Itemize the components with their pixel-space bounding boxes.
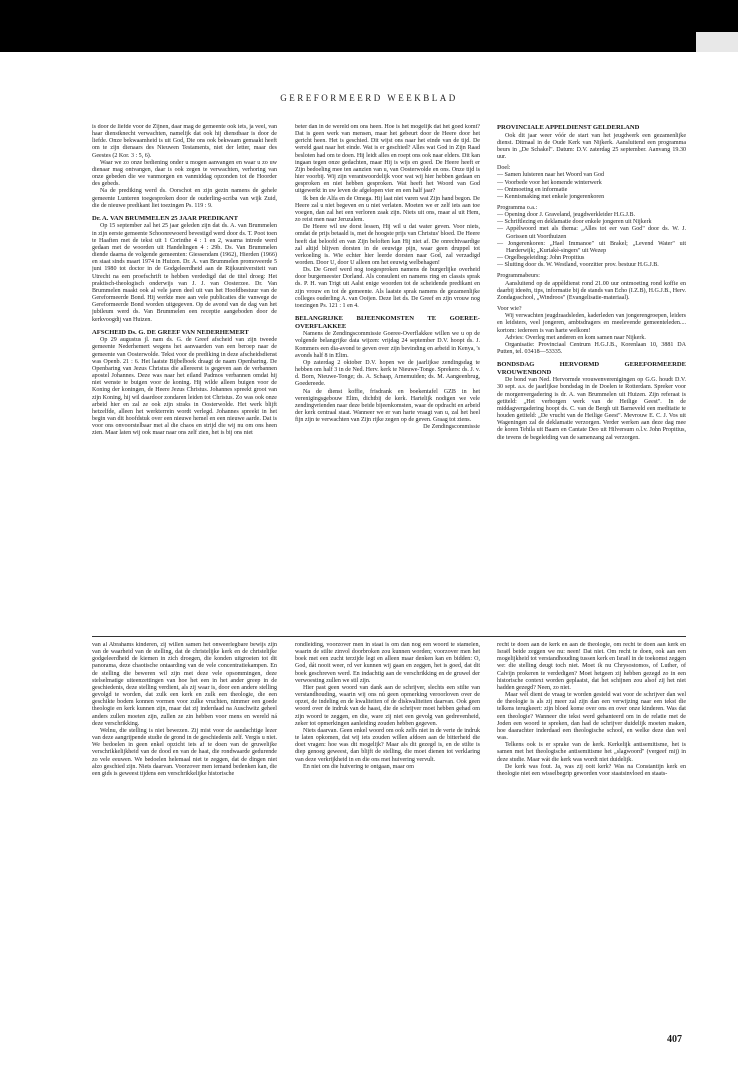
column-5 (295, 642, 480, 994)
paragraph: rondleiding, voorzover men in staat is om dan nog een woord te stamelen, waarin de stilte zinvol doorbroken zou kunnen worden; voorzover men het boek met een zucht terzijde legt en alleen maar denken kan en bidden: O, God, dát nooit weer, rd ver kunnen wij gaan en zeggen, het is goed, dat dit boek geschreven werd. En indachtig aan de verschrikking en de gruwel der verwoesting zullen we stil zijn. (295, 642, 480, 684)
scan-top-border (0, 0, 738, 52)
masthead: GEREFORMEERD WEEKBLAD (280, 93, 458, 103)
list-item: — Kennismaking met enkele jongerenkoren (497, 193, 605, 200)
paragraph: Voor wie? (497, 306, 522, 313)
paragraph: Ds. De Greef werd nog toegesproken namens de burgerlijke overheid door burgemeester Dorland. Als consulent en namens ring en classis sprak ds. P. H. van Trigt uit Aalst enige woorden tot de scheidende predikant en zijn vrouw en tot de gemeente. Als laatste sprak namens de gezamenlijke colleges ouderling A. van Ooijen. Deze liet ds. De Greef en zijn vrouw nog toezingen Ps. 121 : 1 en 4. (295, 267, 480, 309)
paragraph: Op 15 september zal het 25 jaar geleden zijn dat ds. A. van Brummelen in zijn eerste gemeente Schoonrewoerd bevestigd werd door ds. T. Poot toen te Haaften met de tekst uit 1 Corinthe 4 : 1 en 2, waarna intrede werd gedaan met de woorden uit Handelingen 4 : 29b. Ds. Van Brummelen diende daarna de volgende gemeenten: Giessendam (1962), Hierden (1966) en staat sinds maart 1974 in Huizen. Dr. A. van Brummelen promoveerde 5 juni 1980 tot doctor in de Godgeleerdheid aan de Rijksuniversiteit van Utrecht na een proefschrift te hebben verdedigd dat de titel droeg: Het praktisch-theologisch onderwijs van J. J. van Oosterzee. Dr. Van Brummelen maakt ook al vele jaren deel uit van het Hoofdbestuur van de Gereformeerde Bond. Hij werkte mee aan vele publicaties die vanwege de Gereformeerde Bond worden uitgegeven. Op de avond van de dag van het jubileum werd ds. Van Brummelen een receptie aangeboden door de kerkvoogdij van Huizen. (92, 223, 277, 323)
paragraph: recht te doen aan de kerk en aan de theologie, om recht te doen aan kerk en Israël beide zeggen we nu: neen! Dat niet. Om recht te doen, ook aan een mogelijkheid tot verstandhouding tussen kerk en Israël in de toekomst zeggen we: die stelling deugt toch niet. Moet ik nu Chrysostomos, of Luther, of Calvijn prokeren te verdedigen? Moet hetgeen zij hebben gezegd zo in een historische context worden geplaatst, dat het schijnen zou alsof zij het niet hadden gezegd? Neen, zo niet. (497, 642, 686, 691)
list-item: — Samen luisteren naar het Woord van God (497, 172, 605, 179)
section-heading: BONDSDAG HERVORMD GEREFORMEERDE VROUWENBOND (497, 361, 686, 376)
column-6 (497, 642, 686, 994)
paragraph: Namens de Zendingscommissie Goeree-Overflakkee willen we u op de volgende belangrijke data wijzen: vrijdag 24 september D.V. hoopt ds. J. Kommers een dia-avond te geven over zijn bevinding en arbeid in Kenya, 's avonds half 8 in Elim. (295, 331, 480, 359)
paragraph: Aansluitend op de appèldienst rond 21.00 uur ontmoeting rond koffie en daarbij ideeën, tips, informatie bij de stands van Echo (I.Z.B), H.G.J.B., Herv. Zondagsschool, „Windroos" (Evangelisatie-materiaal). (497, 280, 686, 301)
section-heading: AFSCHEID Ds. G. DE GREEF VAN NEDERHEMERT (92, 328, 249, 336)
list-item: — Opening door J. Graveland, jeugdwerkleider H.G.J.B. (497, 212, 636, 219)
paragraph: Programma o.a.: (497, 205, 538, 211)
paragraph: De Heere wil uw dorst lessen, Hij wil u dat water geven. Voor niets, omdat de prijs betaald is, met de hoogste prijs van Christus' bloed. De Heere heeft dat beloofd en van Zijn beloften kan Hij niet af. De onrechtvaardige zal altijd blijven dorsten in de eeuwige pijn, waar geen druppel tot verkoeling is. Wie echter hier leerde dorsten naar God, zal verzadigd worden. Door U, door U alleen om het eeuwig welbehagen! (295, 224, 480, 266)
signature: De Zendingscommissie (423, 424, 480, 431)
section-heading: PROVINCIALE APPELDIENST GELDERLAND (497, 124, 640, 131)
section-heading: BELANGRIJKE BIJEENKOMSTEN TE GOEREE-OVERFLAKKEE (295, 315, 480, 330)
paragraph: Waar we zo onze bediening onder u mogen aanvangen en waar u zo uw dienaar mag ontvangen, daar is ook zegen te verwachten, verhoring van onze gebeden die we vanmorgen en vanmiddag opzonden tot de Hoorder des gebeds. (92, 159, 277, 188)
list-item: — Ontmoeting en informatie (497, 186, 568, 193)
section-heading: Dr. A. VAN BRUMMELEN 25 JAAR PREDIKANT (92, 214, 239, 222)
paragraph: Na de prediking werd ds. Oorschot en zijn gezin namens de gehele gemeente Lunteren toegesproken door de ouderling-scriba van wijk Zuid, die de nieuwe predikant liet toezingen Ps. 119 : 9. (92, 188, 277, 209)
paragraph: Wij verwachten jeugdraadsleden, kaderleden van jongerengroepen, leiders en leidsters, veel jongeren, ambtsdragers en meelevende gemeenteleden.... kortom: iedereen is van harte welkom! (497, 313, 686, 334)
list-item: — Voorbede voor het komende winterwerk (497, 179, 602, 186)
list-item: — Appèlwoord met als thema: „Alles tot eer van God" door ds. W. J. Gorissen uit Voorthuizen (497, 226, 686, 240)
paragraph: Maar wél dient de vraag te worden gesteld wat voor de schrijver dan wel de theologie is als zij meer zal zijn dan een verwijzing naar een tekst die telkens terugkeert: zijn bloed kome over ons en over onze kinderen. Was dat een theologie? Wanneer die tekst werd gehanteerd om in de relatie met de Joden een woord te spreken, dan had de schrijver duidelijk moeten maken, hoe daarachter inderdaad een theologische school, en welke deze dan wel was. (497, 692, 686, 742)
paragraph: Op 29 augustus jl. nam ds. G. de Greef afscheid van zijn tweede gemeente Nederhemert wegens het aanvaarden van een beroep naar de gemeente van Oosterwolde. Tekst voor de prediking in deze afscheidsdienst was Openb. 21 : 6. Het laatste Bijbelboek draagt de naam Openbaring. De Openbaring van Jezus Christus die allereerst is gegeven aan de verbannen apostel Johannes. Deze was naar het eiland Padmos verbannen omdat hij niet wenste te buigen voor de koning. Hij wilde alleen buigen voor de Koning der koningen, de Heere Jezus Christus. Johannes spreekt groot van zijn Koning, hij wil daardoor zondaren leiden tot Christus. Zo was ook onze arbeid hier en zal ze ook zijn straks in Oosterwolde. Het werk blijft hetzelfde, alleen het werkterrein wordt verlegd. Johannes spreekt in het begin van dit hoofdstuk over een nieuwe hemel en een nieuwe aarde. Dat is voor ons onvoorstelbaar met al die chaos en strijd die wij nu om ons heen zien. Maar laten wij ook maar naar ons zelf zien, het is bij ons niet (92, 337, 277, 437)
column-2 (295, 124, 480, 632)
paragraph: Niets daarvan. Geen enkel woord om ook zelfs niet in de verte de indruk te laten opkomen, dat wij iets zouden willen afdoen aan de bitterheid die doet vragen: hoe was dit mogelijk? Maar als dit gezegd is, en de stilte is diep genoeg geweest, dan blijft de stelling, die moet dienen tot verklaring van deze verkrijkheid in en die ons met huivering vervult. (295, 727, 480, 763)
paragraph: van al Abrahams kinderen, zij willen samen het onweerlegbare bewijs zijn van de waarheid van de stelling, dat de christelijke kerk en de christelijke godgeleerdheid de kiemen in zich droegen, die konden uitgroeien tot dit panorama, deze chaotische ontaarding van de vele concentratiekampen. En de stelling die beweren wil zijn met deze vele opsommingen, deze stelselmatige uiteenzettingen van hoe het een in het ander greep in de geschiedenis, deze stelling verdient, als zij waar is, door een andere stelling gevolgd te worden, dat zulk een kerk en zulk een theologie, die een geschikte bodem konnen vormen voor zulke vruchten, nimmer een goede theologie en kerk kunnen zijn, maar dat zij inderdaad na Auschwitz geheel anders zullen moeten zijn, zullen ze zin hebben voor mens en wereld ná deze verschrikking. (92, 642, 277, 727)
paragraph: Na de dienst koffie, frisdrank en boekentafel GZB in het verenigingsgebouw Elim, dichtbij de kerk. Hartelijk nodigen we vele zendingvrienden naar deze beide bijeenkomsten, waar de opdracht en arbeid der kerk centraal staat. Wanneer we er van harte vraagt van u, zal het heel fijn zijn te verwachten van Zijn rijke zegen op de geven. Graag tot ziens. (295, 388, 480, 424)
bullet-list (497, 172, 686, 201)
paragraph: Advies: Overleg met anderen en kom samen naar Nijkerk. (505, 334, 646, 341)
column-1 (92, 124, 277, 632)
paragraph: Op zaterdag 2 oktober D.V. hopen we de jaarlijkse zendingsdag te hebben om half 3 in de Ned. Herv. kerk te Nieuwe-Tonge. Sprekers: ds. J. v. d. Born, Nieuwe-Tonge; ds. A. Schaap, Arnemuiden; ds. M. Aangeenbrug, Goedereede. (295, 359, 480, 388)
page-number: 407 (667, 1034, 682, 1045)
paragraph: Programmabeurs: (497, 273, 540, 280)
list-item: — Orgelbegeleiding: John Propitius (497, 255, 585, 262)
section-divider (92, 636, 686, 637)
paragraph: Ook dit jaar weer vóór de start van het jeugdwerk een gezamenlijke dienst. Ditmaal in de Oude Kerk van Nijkerk. Aansluitend een programma beurs in „De Schakel". Datum: D.V. zaterdag 25 september. Aanvang 19.30 uur. (497, 132, 686, 161)
paragraph: En niet om die huivering te ontgaan, maar om (303, 763, 414, 770)
column-4 (92, 642, 277, 994)
list-item: — Sluiting door ds. W. Westland, voorzitter prov. bestuur H.G.J.B. (497, 262, 659, 269)
paragraph: Ik ben de Alfa en de Omega. Hij laat niet varen wat Zijn hand begon. De Heere zal u niet begeven en u niet verlaten. Moeten we er zelf iets aan toe voegen, dan zal het een verloren zaak zijn. Niets uit ons, maar al uit Hem, zo reist men naar Jeruzalem. (295, 195, 480, 224)
bullet-list (497, 212, 686, 269)
paragraph: Hier past geen woord van dank aan de schrijver, slechts een stilte van verstandhouding, waarin wij ons nú geen opmerking veroorloven over de opzet, de indeling en de kwaliteiten of de diskwaliteiten daarvan. Ook geen woord over de indruk van de haast, die de schrijver moet hebben gehad om zijn woord te zeggen, en die, ware zij niet een gevolg van gedrevenheid, zeker tot opmerkingen aanleiding zouden hebben gegeven. (295, 684, 480, 727)
paragraph: Organisatie: Provinciaal Centrum H.G.J.B., Korenlaan 10, 3881 DA Putten, tel. 03418—53335. (497, 341, 686, 355)
paragraph: Welnu, die stelling is niet bewezen. Zij mist voor de aandachtige lezer van deze aangrijpende studie de grond in de geschiedenis zelf. Vergis u niet. We bedoelen in geen enkel opzicht iets af te doen van de gruwelijke verschrikkelijkheid van de dood en van de haat, die rondwaarde gedurende zo vele eeuwen. We bedoelen helemaal niet te zeggen, dat de dingen niet alzo geschied zijn. Niets daarvan. Voorzover men iemand bedenken kan, die een gids is geweest tijdens een verschrikkelijke historische (92, 727, 277, 777)
paragraph: Doel: (497, 165, 511, 172)
scan-corner-tab (696, 32, 738, 52)
paragraph: De bond van Ned. Hervormde vrouwenverenigingen op G.G. houdt D.V. 30 sept. a.s. de jaarlijkse bondsdag in de Doelen te Rotterdam. Spreker voor de morgenvergadering is dr. A. van Brummelen uit Huizen. Zijn referaat is getiteld: „Het verborgen werk van de Heilige Geest". In de middagvergadering hoopt ds. C. van de Bergh uit Barneveld een meditatie te houden getiteld: „De vrucht van de Heilige Geest". Mevrouw E. C. J. Vos uit Wageningen zal de deklamatie verzorgen. Verder werken aan deze dag mee de koren Tehila uit Baarn en Cantate Deo uit Hilversum o.l.v. John Propitius, die tevens de begeleiding van de samenzang zal verzorgen. (497, 377, 686, 441)
list-item: — Jongerenkoren: „Hael Immanoe" uit Brakel; „Levend Water" uit Harderwijk; „Kuriakè-singers" uit Wezep (497, 240, 686, 254)
paragraph: De kerk was fout. Ja, was zij ooit kerk? Was na Constantijn kerk en theologie niet een wisselbegrip geworden voor staatsinvloed en staats- (497, 763, 686, 777)
paragraph: beter dan in de wereld om ons heen. Hoe is het mogelijk dat het goed komt? Dat is geen werk van mensen, maar het gebeurt door de Heere door het gericht heen. Het is geschied. Dit wijst ons naar het einde van de tijd. De wereld gaat naar het einde. Wat is er geschied? Alles wat God in Zijn Raad besloten had om te doen. Hij leidt alles en roept ons ook naar elders. Dit kan ingaan tegen onze gedachten, maar Hij is wijs en goed. De Heere heeft er Zijn bedoeling mee ten aanzien van u, van Oosterwolde en ons. Onze tijd is hier voorbij. Wij zijn verantwoordelijk voor wat wij hier hebben gedaan en gesproken en niet hebben gesproken. Wat heeft het Woord van God uitgewerkt in uw leven de afgelopen vier en een half jaar? (295, 124, 480, 195)
list-item: — Schriftlezing en deklamatie door enkele jongeren uit Nijkerk (497, 219, 652, 226)
column-3 (497, 124, 686, 632)
paragraph: Telkens ook is er sprake van de kerk. Kerkelijk antisemitisme, het is samen met het theologische antisemitisme het „slagwoord" (vergeef mij) in deze studie. Maar wát die kerk was wordt niet duidelijk. (497, 742, 686, 763)
paragraph: is door de liefde voor de Zijnen, daar mag de gemeente ook iets, ja veel, van haar dienstknecht verwachten, namelijk dat ook hij dienstbaar is door de liefde. Onze bekwaamheid is uit God, Die ons ook bekwaam gemaakt heeft om te zijn dienaars des Nieuwen Testaments, niet der letter, maar des Geestes (2 Kor. 3 : 5, 6). (92, 124, 277, 159)
